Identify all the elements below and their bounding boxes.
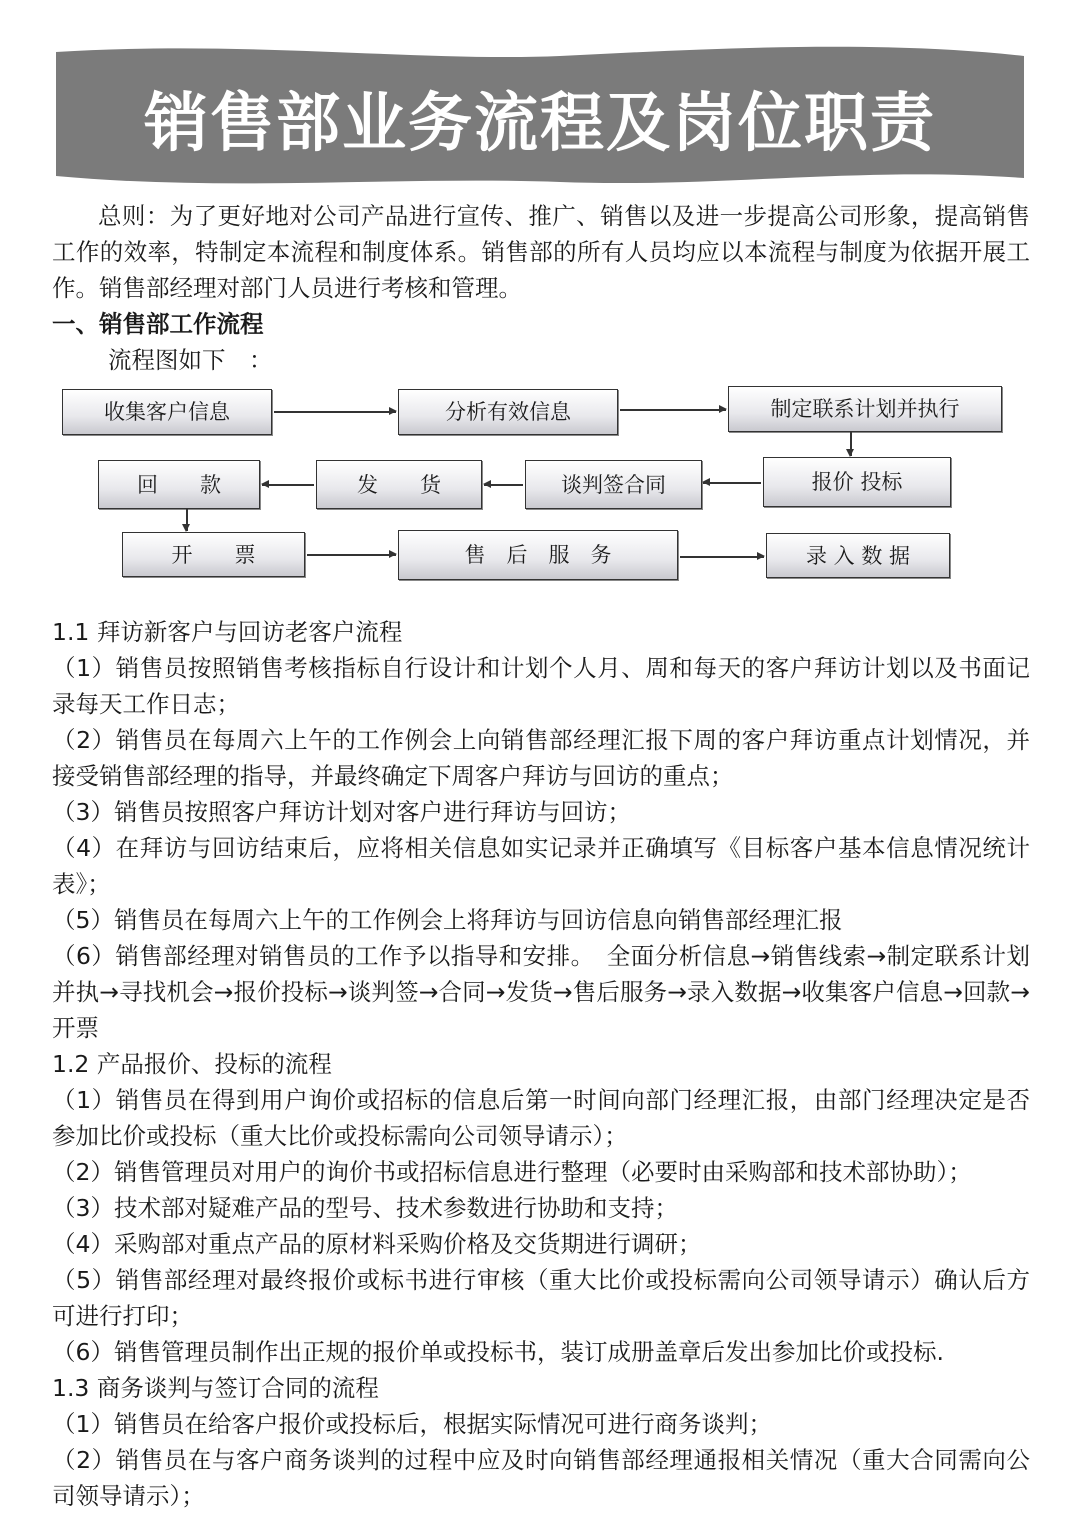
flow-box-invoice: 开 票: [122, 532, 305, 577]
intro-paragraph: 总则：为了更好地对公司产品进行宣传、推广、销售以及进一步提高公司形象，提高销售工作的效率，特制定本流程和制度体系。销售部的所有人员均应以本流程与制度为依据开展工作。销售部经理对部门人员进行考核和管理。: [52, 202, 1030, 302]
flow-box-ship: 发 货: [316, 460, 482, 509]
flow-box-payment: 回 款: [98, 460, 260, 509]
flow-box-plan: 制定联系计划并执行: [728, 386, 1002, 432]
list-item: （1）销售员按照销售考核指标自行设计和计划个人月、周和每天的客户拜访计划以及书面记录每天工作日志；: [52, 654, 1030, 718]
arrow-right-icon: [680, 556, 764, 558]
arrow-right-icon: [307, 554, 396, 556]
list-item: （4）在拜访与回访结束后，应将相关信息如实记录并正确填写《目标客户基本信息情况统计表》；: [52, 834, 1030, 898]
flow-box-data-entry: 录 入 数 据: [766, 533, 950, 578]
list-item: （2）销售管理员对用户的询价书或招标信息进行整理（必要时由采购部和技术部协助）；: [52, 1158, 972, 1186]
section-heading: 1.3 商务谈判与签订合同的流程: [52, 1374, 379, 1402]
arrow-right-icon: [620, 409, 726, 411]
flow-box-contract: 谈判签合同: [525, 460, 702, 509]
flow-box-analyze: 分析有效信息: [398, 389, 618, 435]
list-item: （3）销售员按照客户拜访计划对客户进行拜访与回访；: [52, 798, 631, 826]
arrow-right-icon: [274, 411, 396, 413]
list-item: （5）销售部经理对最终报价或标书进行审核（重大比价或投标需向公司领导请示）确认后方可进行打印；: [52, 1266, 1030, 1330]
arrow-left-icon: [703, 482, 761, 484]
flow-box-quote: 报价 投标: [763, 457, 951, 507]
page-title: 销售部业务流程及岗位职责: [144, 87, 936, 161]
flow-box-after-sales: 售 后 服 务: [398, 530, 678, 580]
list-item: （2）销售员在与客户商务谈判的过程中应及时向销售部经理通报相关情况（重大合同需向公司领导请示）；: [52, 1446, 1030, 1510]
list-item: （1）销售员在给客户报价或投标后，根据实际情况可进行商务谈判；: [52, 1410, 772, 1438]
arrow-down-icon: [850, 432, 852, 456]
list-item: （5）销售员在每周六上午的工作例会上将拜访与回访信息向销售部经理汇报: [52, 906, 843, 934]
flowchart: [52, 378, 1030, 614]
section-heading: 1.1 拜访新客户与回访老客户流程: [52, 618, 403, 646]
flow-caption: 流程图如下 ：: [108, 346, 273, 374]
list-item: （4）采购部对重点产品的原材料采购价格及交货期进行调研；: [52, 1230, 702, 1258]
list-item: （2）销售员在每周六上午的工作例会上向销售部经理汇报下周的客户拜访重点计划情况，并接受销售部经理的指导，并最终确定下周客户拜访与回访的重点；: [52, 726, 1030, 790]
list-item: （1）销售员在得到用户询价或招标的信息后第一时间向部门经理汇报，由部门经理决定是否参加比价或投标（重大比价或投标需向公司领导请示）；: [52, 1086, 1030, 1150]
arrow-left-icon: [484, 484, 523, 486]
list-item: （3）技术部对疑难产品的型号、技术参数进行协助和支持；: [52, 1194, 678, 1222]
list-item: （6）销售管理员制作出正规的报价单或投标书，装订成册盖章后发出参加比价或投标.: [52, 1338, 944, 1366]
arrow-down-icon: [186, 509, 188, 531]
section-heading: 1.2 产品报价、投标的流程: [52, 1050, 332, 1078]
section-heading: 一、销售部工作流程: [52, 310, 264, 338]
arrow-left-icon: [262, 484, 314, 486]
list-item: （6）销售部经理对销售员的工作予以指导和安排。 全面分析信息→销售线索→制定联系计划并执→寻找机会→报价投标→谈判签→合同→发货→售后服务→录入数据→收集客户信息→回款→开票: [52, 942, 1030, 1042]
document-body: [52, 198, 1030, 1514]
flow-box-collect: 收集客户信息: [62, 389, 272, 435]
